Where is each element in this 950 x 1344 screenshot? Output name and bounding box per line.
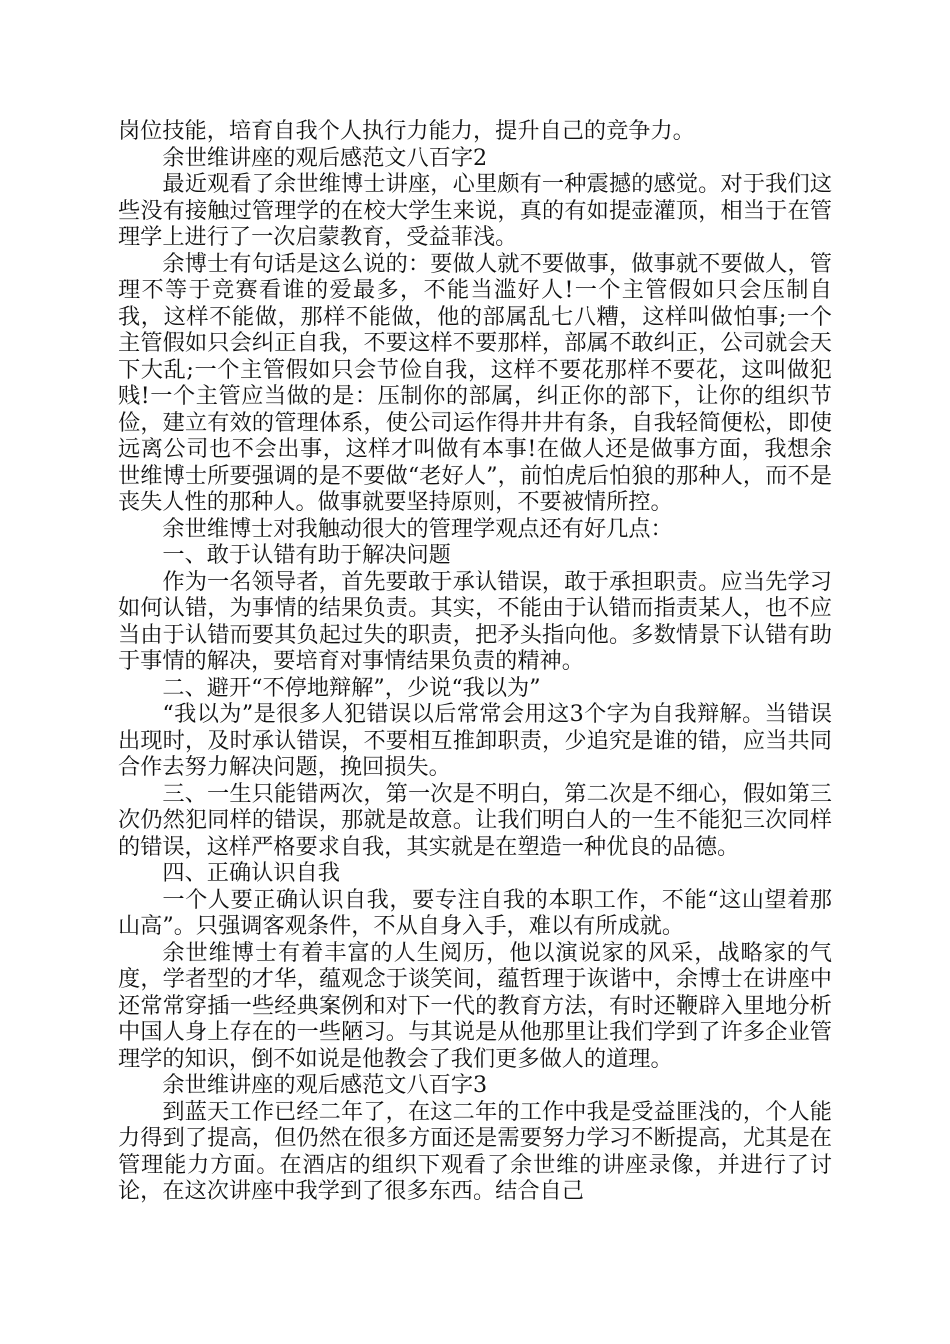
- point-heading-2: 二、避开“不停地辩解”，少说“我以为”: [162, 674, 541, 701]
- paragraph: 作为一名领导者，首先要敢于承认错误，敢于承担职责。应当先学习如何认错，为事情的结果负责。其实，不能由于认错而指责某人，也不应当由于认错而要其负起过失的职责，把矛头指向他。多数情景下认错有助于事情的解决，要培育对事情结果负责的精神。: [118, 568, 832, 674]
- paragraph: 余博士有句话是这么说的：要做人就不要做事，做事就不要做人，管理不等于竞赛看谁的爱最多，不能当滥好人!一个主管假如只会压制自我，这样不能做，那样不能做，他的部属乱七八糟，这样叫做怕事;一个主管假如只会纠正自我，不要这样不要那样，部属不敢纠正，公司就会天下大乱;一个主管假如只会节俭自我，这样不要花那样不要花，这叫做犯贱!一个主管应当做的是：压制你的部属，纠正你的部下，让你的组织节俭，建立有效的管理体系，使公司运作得井井有条，自我轻简便松，即使远离公司也不会出事，这样才叫做有本事!在做人还是做事方面，我想余世维博士所要强调的是不要做“老好人”，前怕虎后怕狼的那种人，而不是丧失人性的那种人。做事就要坚持原则，不要被情所控。: [118, 250, 832, 515]
- paragraph: 到蓝天工作已经二年了，在这二年的工作中我是受益匪浅的，个人能力得到了提高，但仍然在很多方面还是需要努力学习不断提高，尤其是在管理能力方面。在酒店的组织下观看了余世维的讲座录像，并进行了讨论，在这次讲座中我学到了很多东西。结合自己: [118, 1098, 832, 1204]
- point-heading-4: 四、正确认识自我: [162, 860, 340, 886]
- paragraph: 余世维博士对我触动很大的管理学观点还有好几点：: [162, 515, 673, 542]
- point-heading-1: 一、敢于认错有助于解决问题: [162, 542, 451, 568]
- section-title-3: 余世维讲座的观后感范文八百字3: [162, 1072, 488, 1098]
- paragraph: “我以为”是很多人犯错误以后常常会用这3个字为自我辩解。当错误出现时，及时承认错误，不要相互推卸职责，少追究是谁的错，应当共同合作去努力解决问题，挽回损失。: [118, 701, 832, 780]
- paragraph: 三、一生只能错两次，第一次是不明白，第二次是不细心，假如第三次仍然犯同样的错误，那就是故意。让我们明白人的一生不能犯三次同样的错误，这样严格要求自我，其实就是在塑造一种优良的品德。: [118, 780, 832, 860]
- document-page: [118, 118, 832, 1205]
- paragraph: 最近观看了余世维博士讲座，心里颇有一种震撼的感觉。对于我们这些没有接触过管理学的在校大学生来说，真的有如提壶灌顶，相当于在管理学上进行了一次启蒙教育，受益菲浅。: [118, 171, 832, 250]
- paragraph: 一个人要正确认识自我，要专注自我的本职工作，不能“这山望着那山高”。只强调客观条件，不从自身入手，难以有所成就。: [118, 886, 832, 939]
- section-title-2: 余世维讲座的观后感范文八百字2: [162, 144, 488, 171]
- paragraph-continuation: 岗位技能，培育自我个人执行力能力，提升自己的竞争力。: [118, 118, 695, 144]
- paragraph: 余世维博士有着丰富的人生阅历，他以演说家的风采，战略家的气度，学者型的才华，蕴观念于谈笑间，蕴哲理于诙谐中，余博士在讲座中还常常穿插一些经典案例和对下一代的教育方法，有时还鞭辟入里地分析中国人身上存在的一些陋习。与其说是从他那里让我们学到了许多企业管理学的知识，倒不如说是他教会了我们更多做人的道理。: [118, 939, 832, 1072]
